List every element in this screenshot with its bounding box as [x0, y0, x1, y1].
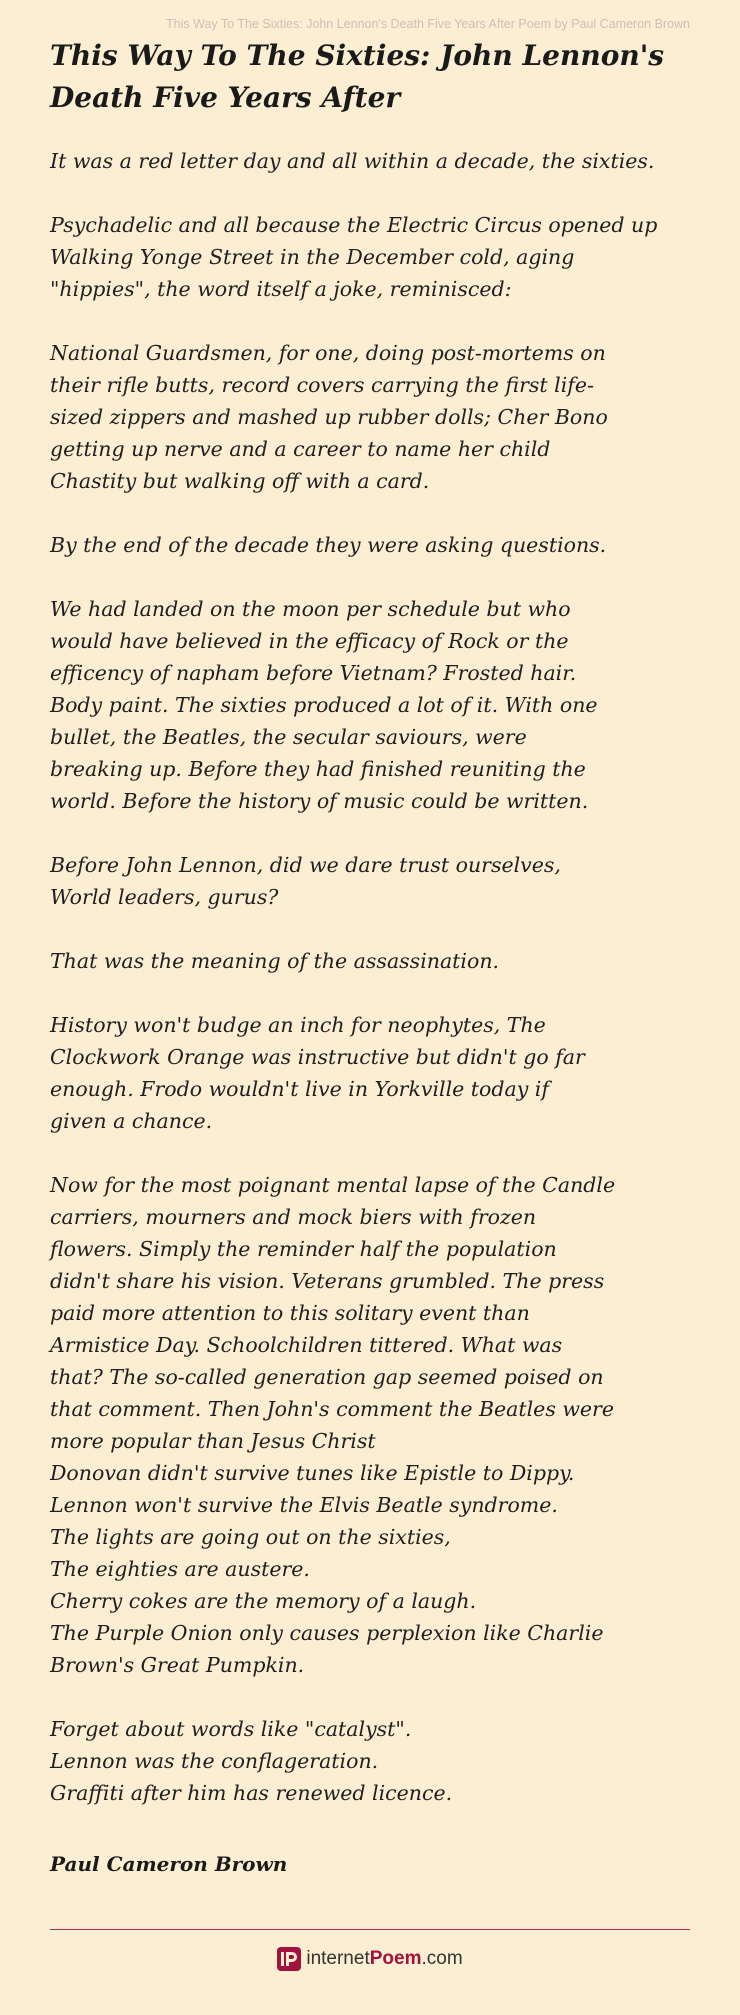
poem-stanza — [50, 849, 650, 913]
poem-line: Before John Lennon, did we dare trust ourselves, — [50, 853, 561, 877]
poem-line: Forget about words like "catalyst". — [50, 1717, 412, 1741]
poem-line: enough. Frodo wouldn't live in Yorkville today if — [50, 1077, 549, 1101]
footer-divider — [50, 1929, 690, 1930]
poem-stanza — [50, 1169, 650, 1681]
poem-line: that? The so-called generation gap seemed poised on — [50, 1365, 604, 1389]
poem-line: It was a red letter day and all within a decade, the sixties. — [50, 149, 655, 173]
poem-line: Graffiti after him has renewed licence. — [50, 1781, 453, 1805]
poem-line: efficency of napham before Vietnam? Frosted hair. — [50, 661, 577, 685]
poem-line: The lights are going out on the sixties, — [50, 1525, 451, 1549]
poem-line: that comment. Then John's comment the Beatles were — [50, 1397, 614, 1421]
poem-line: breaking up. Before they had finished reuniting the — [50, 757, 586, 781]
poem-stanza — [50, 209, 658, 305]
poem-line: Chastity but walking off with a card. — [50, 469, 430, 493]
poem-line: Now for the most poignant mental lapse of the Candle — [50, 1173, 616, 1197]
poem-line: world. Before the history of music could be written. — [50, 789, 589, 813]
site-brand-link[interactable] — [0, 1947, 740, 1971]
poem-line: paid more attention to this solitary event than — [50, 1301, 530, 1325]
poem-body — [50, 145, 658, 1841]
poem-line: The Purple Onion only causes perplexion like Charlie — [50, 1621, 604, 1645]
poem-line: Lennon won't survive the Elvis Beatle syndrome. — [50, 1493, 558, 1517]
poem-line: Lennon was the conflageration. — [50, 1749, 379, 1773]
poem-line: History won't budge an inch for neophytes, The — [50, 1013, 546, 1037]
poem-line: their rifle butts, record covers carrying the first life- — [50, 373, 594, 397]
poem-line: carriers, mourners and mock biers with frozen — [50, 1205, 537, 1229]
poem-line: That was the meaning of the assassination. — [50, 949, 500, 973]
brand-text-internet: internet — [306, 1948, 370, 1969]
poem-line: given a chance. — [50, 1109, 213, 1133]
poem-line: Donovan didn't survive tunes like Epistle to Dippy. — [50, 1461, 575, 1485]
poem-stanza — [50, 593, 650, 817]
poem-line: By the end of the decade they were asking questions. — [50, 533, 607, 557]
poem-line: Armistice Day. Schoolchildren tittered. What was — [50, 1333, 563, 1357]
poem-line: Psychadelic and all because the Electric Circus opened up — [50, 213, 658, 237]
poem-stanza — [50, 529, 650, 561]
poem-stanza — [50, 145, 655, 177]
poem-line: Brown's Great Pumpkin. — [50, 1653, 305, 1677]
poem-line: World leaders, gurus? — [50, 885, 279, 909]
poem-line: Walking Yonge Street in the December cold, aging — [50, 245, 575, 269]
poem-line: Body paint. The sixties produced a lot of it. With one — [50, 693, 598, 717]
poem-line: We had landed on the moon per schedule but who — [50, 597, 571, 621]
poem-line: more popular than Jesus Christ — [50, 1429, 376, 1453]
internetpoem-logo-icon — [277, 1947, 301, 1971]
poem-stanza — [50, 1009, 650, 1137]
poem-stanza — [50, 945, 650, 977]
page-header-caption: This Way To The Sixties: John Lennon's Death Five Years After Poem by Paul Cameron Brown — [166, 17, 690, 31]
poem-line: didn't share his vision. Veterans grumbled. The press — [50, 1269, 605, 1293]
poem-stanza — [50, 1713, 650, 1809]
poem-stanza — [50, 337, 650, 497]
poem-line: getting up nerve and a career to name her child — [50, 437, 551, 461]
poem-line: The eighties are austere. — [50, 1557, 310, 1581]
poem-line: National Guardsmen, for one, doing post-mortems on — [50, 341, 606, 365]
poem-line: "hippies", the word itself a joke, reminisced: — [50, 277, 512, 301]
poem-line: Clockwork Orange was instructive but didn't go far — [50, 1045, 585, 1069]
poem-line: would have believed in the efficacy of Rock or the — [50, 629, 569, 653]
poem-title: This Way To The Sixties: John Lennon's Death Five Years After — [50, 39, 665, 114]
poem-author[interactable]: Paul Cameron Brown — [50, 1852, 288, 1876]
poem-line: Cherry cokes are the memory of a laugh. — [50, 1589, 477, 1613]
poem-line: flowers. Simply the reminder half the population — [50, 1237, 557, 1261]
poem-line: sized zippers and mashed up rubber dolls; Cher Bono — [50, 405, 608, 429]
brand-text-poem: Poem — [369, 1948, 422, 1969]
poem-line: bullet, the Beatles, the secular saviours, were — [50, 725, 527, 749]
brand-text-com: .com — [421, 1948, 463, 1969]
